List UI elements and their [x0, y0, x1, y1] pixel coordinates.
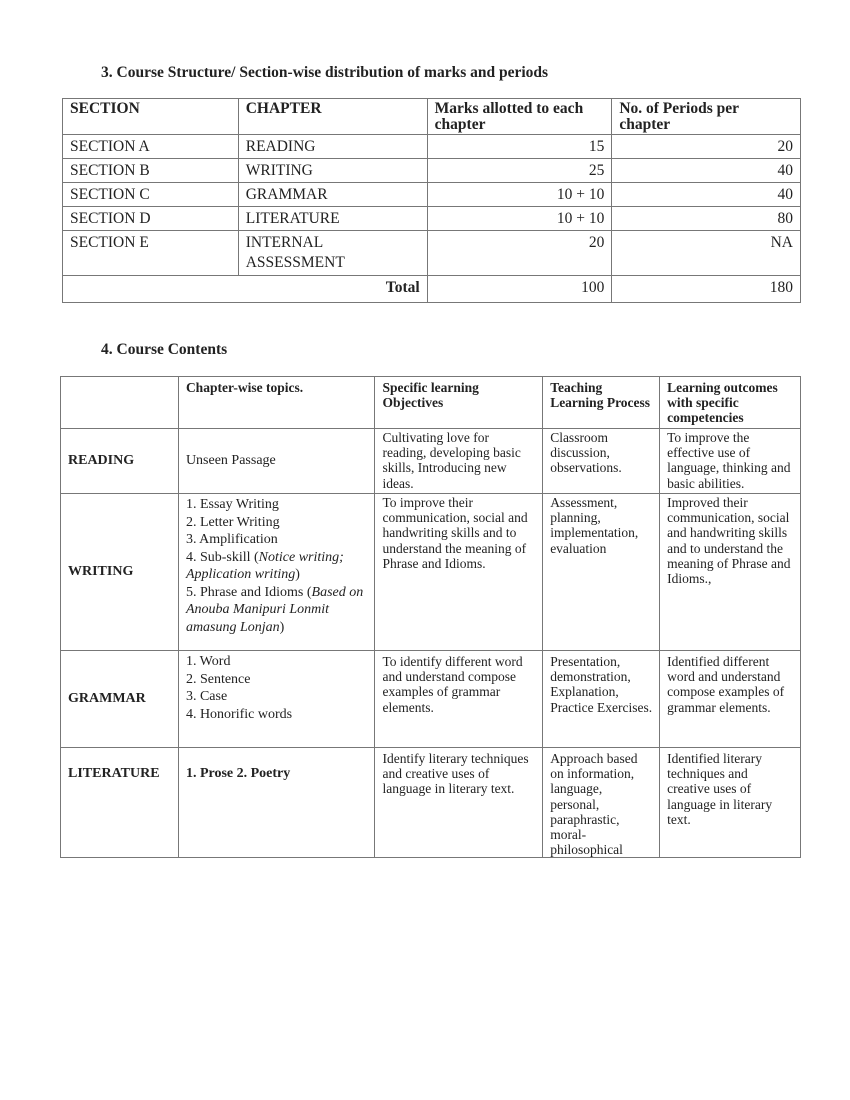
- course-contents-heading: 4. Course Contents: [101, 341, 228, 358]
- header-process: Teaching Learning Process: [543, 377, 660, 429]
- objectives-cell: Cultivating love for reading, developing basic skills, Introducing new ideas.: [375, 429, 543, 494]
- course-contents-table: [60, 376, 801, 858]
- topic-text: 5. Phrase and Idioms (: [185, 584, 312, 600]
- section-cell: SECTION C: [63, 183, 239, 207]
- header-topics: Chapter-wise topics.: [178, 377, 375, 429]
- outcomes-cell: Improved their communication, social and handwriting skills and to understand the meaning of Phrase and Idioms.,: [660, 494, 801, 651]
- marks-cell: 10 + 10: [427, 183, 612, 207]
- table-row-literature: [61, 748, 801, 858]
- objectives-cell: To improve their communication, social and handwriting skills and to understand the meaning of Phrase and Idioms.: [375, 494, 543, 651]
- topic-italic: Based on Anouba Manipuri Lonmit amasung Lonjan: [185, 584, 364, 635]
- section-cell: SECTION E: [63, 231, 239, 276]
- chapter-cell: READING: [238, 135, 427, 159]
- chapter-name: GRAMMAR: [61, 651, 179, 748]
- chapter-cell: WRITING: [238, 159, 427, 183]
- table-row: [63, 159, 801, 183]
- periods-cell: 40: [612, 159, 801, 183]
- periods-cell: NA: [612, 231, 801, 276]
- list-item: [186, 584, 368, 637]
- table-row: [63, 135, 801, 159]
- objectives-cell: To identify different word and understand compose examples of grammar elements.: [375, 651, 543, 748]
- topics-cell: [178, 494, 375, 651]
- topics-cell: 1. Prose 2. Poetry: [178, 748, 375, 858]
- process-cell: Approach based on information, language, personal, paraphrastic, moral-philosophical: [543, 748, 660, 858]
- list-item: 3. Amplification: [185, 532, 278, 547]
- header-periods: No. of Periods per chapter: [612, 99, 801, 135]
- chapter-name: LITERATURE: [61, 748, 179, 858]
- header-blank: [61, 377, 179, 429]
- course-structure-heading: 3. Course Structure/ Section-wise distribution of marks and periods: [101, 64, 549, 81]
- marks-cell: 10 + 10: [427, 207, 612, 231]
- list-item: 1. Word: [185, 654, 231, 669]
- chapter-cell: INTERNAL ASSESSMENT: [238, 231, 427, 276]
- outcomes-cell: Identified different word and understand compose examples of grammar elements.: [660, 651, 801, 748]
- header-outcomes: Learning outcomes with specific competencies: [660, 377, 801, 429]
- periods-cell: 20: [612, 135, 801, 159]
- table-row-reading: [61, 429, 801, 494]
- table-row-grammar: [61, 651, 801, 748]
- marks-cell: 25: [427, 159, 612, 183]
- chapter-name: WRITING: [61, 494, 179, 651]
- course-structure-table: [62, 98, 801, 303]
- table-row: [63, 207, 801, 231]
- header-chapter: CHAPTER: [238, 99, 427, 135]
- table-row-writing: [61, 494, 801, 651]
- table-header-row: [61, 377, 801, 429]
- topic-text: ): [295, 567, 300, 582]
- topic-italic: Notice writing; Application writing: [185, 549, 344, 582]
- table-header-row: [63, 99, 801, 135]
- section-cell: SECTION B: [63, 159, 239, 183]
- header-objectives: Specific learning Objectives: [375, 377, 543, 429]
- periods-cell: 80: [612, 207, 801, 231]
- topics-cell: Unseen Passage: [178, 429, 375, 494]
- section-cell: SECTION D: [63, 207, 239, 231]
- topics-cell: [178, 651, 375, 748]
- total-label: Total: [63, 276, 428, 303]
- outcomes-cell: To improve the effective use of language, thinking and basic abilities.: [660, 429, 801, 494]
- outcomes-cell: Identified literary techniques and creative uses of language in literary text.: [660, 748, 801, 858]
- periods-cell: 40: [612, 183, 801, 207]
- process-cell: Classroom discussion, observations.: [543, 429, 660, 494]
- list-item: 4. Honorific words: [185, 706, 293, 722]
- total-periods: 180: [612, 276, 801, 303]
- table-row: [63, 231, 801, 276]
- total-row: [63, 276, 801, 303]
- marks-cell: 20: [427, 231, 612, 276]
- chapter-name: READING: [61, 429, 179, 494]
- objectives-cell: Identify literary techniques and creative uses of language in literary text.: [375, 748, 543, 858]
- process-cell: Presentation, demonstration, Explanation, Practice Exercises.: [543, 651, 660, 748]
- list-item: 2. Letter Writing: [185, 514, 280, 530]
- list-item: 2. Sentence: [185, 671, 251, 687]
- chapter-cell: LITERATURE: [238, 207, 427, 231]
- topic-text: 4. Sub-skill (: [185, 549, 259, 565]
- topic-text: ): [279, 619, 285, 635]
- list-item: 1. Essay Writing: [185, 497, 279, 512]
- total-marks: 100: [427, 276, 612, 303]
- section-cell: SECTION A: [63, 135, 239, 159]
- list-item: 3. Case: [185, 689, 228, 704]
- marks-cell: 15: [427, 135, 612, 159]
- chapter-cell: GRAMMAR: [238, 183, 427, 207]
- table-row: [63, 183, 801, 207]
- process-cell: Assessment, planning, implementation, evaluation: [543, 494, 660, 651]
- list-item: [186, 549, 368, 584]
- header-marks: Marks allotted to each chapter: [427, 99, 612, 135]
- header-section: SECTION: [63, 99, 239, 135]
